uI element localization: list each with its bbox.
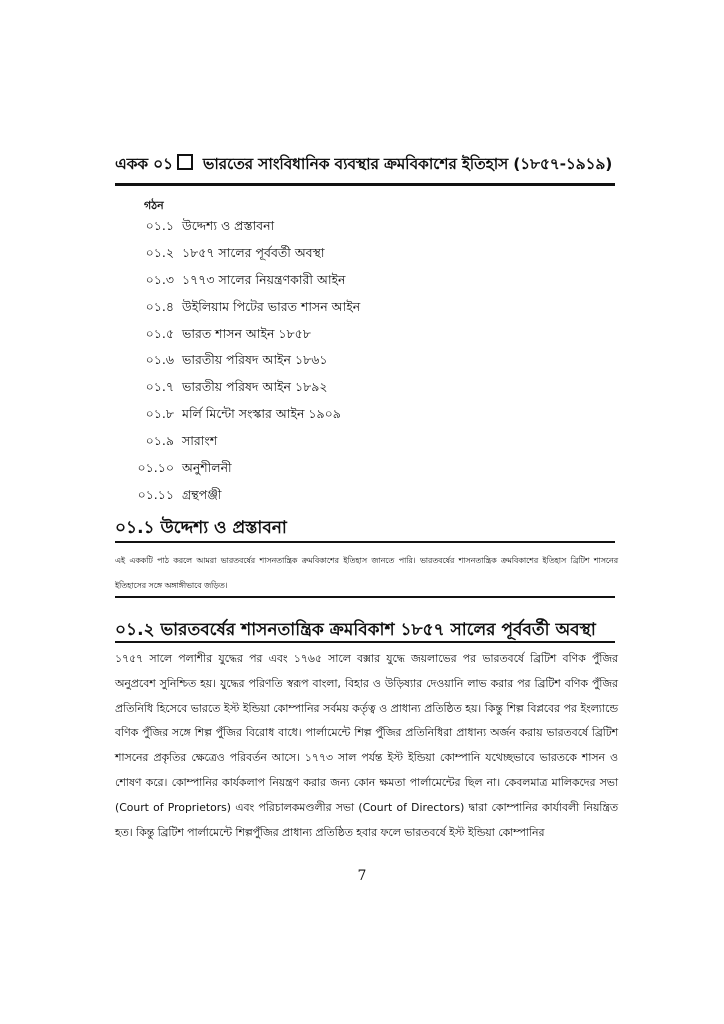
toc-item-text: মর্লি মিন্টো সংস্কার আইন ১৯০৯ <box>182 406 341 422</box>
unit-header <box>115 152 613 180</box>
toc-item-text: উইলিয়াম পিটের ভারত শাসন আইন <box>182 298 361 314</box>
table-of-contents <box>120 215 480 511</box>
toc-item <box>120 457 480 484</box>
toc-item-text: গ্রন্থপঞ্জী <box>182 486 222 502</box>
toc-item-number: ০১.৩ <box>145 271 174 287</box>
toc-item-number: ০১.৭ <box>145 379 174 395</box>
section-rule <box>115 541 615 543</box>
contents-label: গঠন <box>144 199 164 212</box>
toc-item <box>120 484 480 511</box>
toc-item <box>120 376 480 403</box>
toc-item-number: ০১.৬ <box>145 352 174 368</box>
section-heading-pre-1857: ০১.২ ভারতবর্ষের শাসনতান্ত্রিক ক্রমবিকাশ ১৮৫৭ সালের পূর্ববর্তী অবস্থা <box>115 620 596 640</box>
toc-item <box>120 215 480 242</box>
unit-title: ভারতের সাংবিধানিক ব্যবস্থার ক্রমবিকাশের ইতিহাস (১৮৫৭-১৯১৯) <box>202 155 613 173</box>
checkbox-square-icon <box>177 154 193 170</box>
toc-item-number: ০১.১১ <box>137 486 174 502</box>
toc-item-text: ১৭৭৩ সালের নিয়ন্ত্রণকারী আইন <box>182 271 346 287</box>
toc-item-text: ১৮৫৭ সালের পূর্ববর্তী অবস্থা <box>182 244 325 260</box>
toc-item-number: ০১.৫ <box>145 325 174 341</box>
toc-item <box>120 269 480 296</box>
toc-item-number: ০১.১০ <box>137 460 174 476</box>
section-body-pre-1857: ১৭৫৭ সালে পলাশীর যুদ্ধের পর এবং ১৭৬৫ সালে বক্সার যুদ্ধে জয়লাভের পর ভারতবর্ষে ব্রিটিশ বণিক পুঁজির অনুপ্রবেশ সুনিশ্চিত হয়। যুদ্ধের পরিণতি স্বরূপ বাংলা, বিহার ও উড়িষ্যার দেওয়ানি লাভ করার পর ব্রিটিশ বণিক পুঁজির প্রতিনিধি হিসেবে ভারতে ইস্ট ইন্ডিয়া কোম্পানির সর্বময় কর্তৃত্ব ও প্রাধান্য প্রতিষ্ঠিত হয়। কিন্তু শিল্প বিপ্লবের পর ইংল্যান্ডে বণিক পুঁজির সঙ্গে শিল্প পুঁজির বিরোধ বাধে। পার্লামেন্টে শিল্প পুঁজির প্রতিনিধিরা প্রাধান্য অর্জন করায় ভারতবর্ষে ব্রিটিশ শাসনের প্রকৃতির ক্ষেত্রেও পরিবর্তন আসে। ১৭৭৩ সাল পর্যন্ত ইস্ট ইন্ডিয়া কোম্পানি যথেচ্ছভাবে ভারতকে শাসন ও শোষণ করে। কোম্পানির কার্যকলাপ নিয়ন্ত্রণ করার জন্য কোন ক্ষমতা পার্লামেন্টের ছিল না। কেবলমাত্র মালিকদের সভা (Court of Proprietors) এবং পরিচালকমণ্ডলীর সভা (Court of Directors) দ্বারা কোম্পানির কার্যাবলী নিয়ন্ত্রিত হত। কিন্তু ব্রিটিশ পার্লামেন্টে শিল্পপুঁজির প্রাধান্য প্রতিষ্ঠিত হবার ফলে ভারতবর্ষে ইস্ট ইন্ডিয়া কোম্পানির <box>115 652 618 839</box>
toc-item-text: ভারতীয় পরিষদ আইন ১৮৬১ <box>182 352 328 368</box>
section-rule <box>115 641 615 643</box>
toc-item <box>120 349 480 376</box>
toc-item <box>120 323 480 350</box>
toc-item <box>120 403 480 430</box>
toc-item-number: ০১.২ <box>145 244 174 260</box>
toc-item-text: অনুশীলনী <box>182 460 232 476</box>
toc-item-number: ০১.৯ <box>145 433 174 449</box>
section-body-objectives: এই এককটি পাঠ করলে আমরা ভারতবর্ষের শাসনতান্ত্রিক ক্রমবিকাশের ইতিহাস জানতে পারি। ভারতবর্ষের শাসনতান্ত্রিক ক্রমবিকাশের ইতিহাস ব্রিটিশ শাসনের ইতিহাসের সঙ্গে অঙ্গাঙ্গীভাবে জড়িত। <box>115 556 618 590</box>
toc-item-text: উদ্দেশ্য ও প্রস্তাবনা <box>182 218 275 233</box>
toc-item-number: ০১.৮ <box>145 406 174 422</box>
toc-item-text: ভারতীয় পরিষদ আইন ১৮৯২ <box>182 379 328 395</box>
toc-item-number: ০১.১ <box>145 218 174 233</box>
page-number: 7 <box>357 868 367 884</box>
toc-item <box>120 296 480 323</box>
unit-label: একক ০১ <box>115 155 173 173</box>
toc-item <box>120 430 480 457</box>
toc-item-text: ভারত শাসন আইন ১৮৫৮ <box>182 325 311 341</box>
toc-item-number: ০১.৪ <box>145 298 174 314</box>
toc-item <box>120 242 480 269</box>
toc-item-text: সারাংশ <box>182 433 218 449</box>
section-heading-objectives: ০১.১ উদ্দেশ্য ও প্রস্তাবনা <box>115 518 287 538</box>
header-rule <box>115 183 615 186</box>
section-rule <box>115 596 615 598</box>
